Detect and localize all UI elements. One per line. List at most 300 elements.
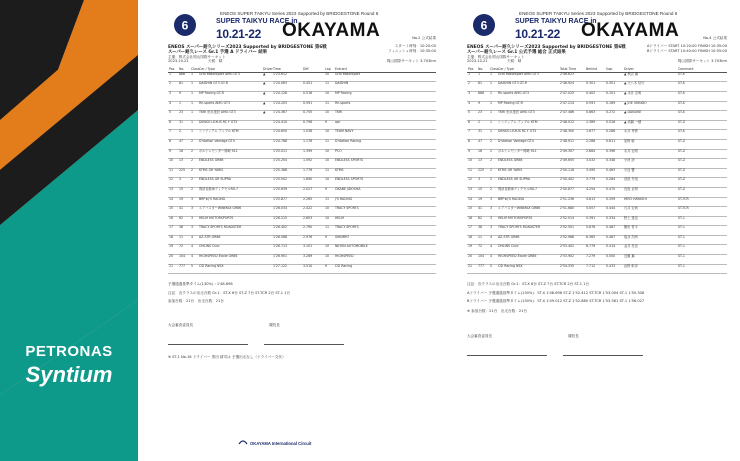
- table-cell: 0.301: [605, 82, 623, 92]
- table-cell: 1.399: [302, 149, 324, 159]
- table-cell: ST-X: [677, 101, 727, 111]
- table-cell: 2'50.402: [559, 178, 585, 188]
- table-cell: 1: [489, 72, 497, 82]
- table-cell: TKRI 松永建設 AMG GT3: [497, 111, 559, 121]
- table-cell: 岡部自動車ディクセルRX-7: [198, 187, 262, 197]
- table-row: [467, 264, 727, 274]
- table-cell: [262, 216, 272, 226]
- table-cell: 11: [324, 197, 334, 207]
- table-cell: 777: [178, 264, 190, 274]
- table-cell: 0.414: [605, 245, 623, 255]
- table-cell: ▲ 秋吉 翼: [623, 72, 677, 82]
- table-cell: TRACY SPORTS: [334, 226, 436, 236]
- column-header: Comment: [677, 68, 727, 72]
- table-cell: HIGHSPEED Étoile GR86: [497, 255, 559, 265]
- table-cell: CSI Racing: [334, 264, 436, 274]
- table-cell: 2'50.118: [559, 168, 585, 178]
- circuit-logo-icon: [238, 438, 248, 446]
- table-cell: 1'25.877: [272, 197, 302, 207]
- table-cell: CSI Racing NSX: [198, 264, 262, 274]
- table-cell: 72: [477, 245, 489, 255]
- table-row: [467, 139, 727, 149]
- table-cell: 10: [324, 130, 334, 140]
- table-row: [467, 187, 727, 197]
- table-cell: ENDLESS SPORTS: [334, 178, 436, 188]
- table-cell: ▲ 永井 宏明: [623, 91, 677, 101]
- sign-label-director: 競技長: [269, 323, 280, 328]
- result-sheet-1: [164, 10, 440, 452]
- table-cell: 小河 諒: [623, 159, 677, 169]
- table-cell: 1: [467, 72, 477, 82]
- table-cell: 3.289: [302, 255, 324, 265]
- column-header: Class: [191, 67, 200, 71]
- table-cell: 2'48.012: [559, 120, 585, 130]
- title-line-2: スーパー耐久レース Gr.1 公式予選 総合 正式結果: [467, 50, 566, 55]
- table-cell: 8: [467, 139, 477, 149]
- table-cell: 2: [178, 130, 190, 140]
- table-cell: 1'25.639: [272, 187, 302, 197]
- table-cell: 4: [168, 101, 178, 111]
- table-cell: 11: [324, 101, 334, 111]
- table-cell: 0.284: [605, 178, 623, 188]
- table-cell: 0.359: [605, 197, 623, 207]
- table-cell: ▲: [262, 101, 272, 111]
- table-cell: 2'48.300: [559, 130, 585, 140]
- table-cell: 3: [190, 207, 198, 217]
- table-cell: 888: [477, 91, 489, 101]
- meta-date: 2023.10.21: [467, 59, 488, 63]
- table-cell: 3.495: [585, 168, 605, 178]
- table-cell: ▲: [262, 91, 272, 101]
- table-cell: 10: [324, 216, 334, 226]
- table-cell: 15: [477, 187, 489, 197]
- foot-note: ※ 参加台数：21台 出走台数：21台: [467, 309, 528, 314]
- table-cell: 2.027: [302, 187, 324, 197]
- signature-lines: [168, 330, 436, 349]
- table-cell: ENDLESS SPORTS: [334, 159, 436, 169]
- table-cell: 1'25.502: [272, 178, 302, 188]
- table-cell: 1.592: [302, 159, 324, 169]
- table-cell: 4.613: [585, 197, 605, 207]
- table-cell: KTMS: [334, 168, 436, 178]
- table-cell: 21: [467, 264, 477, 274]
- table-cell: 225: [477, 168, 489, 178]
- table-cell: シンティアム アップル KTM: [198, 130, 262, 140]
- table-row: [168, 111, 436, 121]
- race-dates: 10.21-22: [216, 27, 261, 41]
- table-cell: 9: [178, 91, 190, 101]
- table-cell: 9: [168, 149, 178, 159]
- table-cell: 0.487: [605, 226, 623, 236]
- table-row: [467, 226, 727, 236]
- table-cell: ST-1: [677, 245, 727, 255]
- table-cell: 47: [477, 139, 489, 149]
- table-cell: 81: [477, 82, 489, 92]
- column-header: Total Time: [559, 68, 585, 72]
- table-cell: 0.591: [302, 101, 324, 111]
- table-row: [168, 91, 436, 101]
- table-cell: DENSO LEXUS RC F GT3: [198, 120, 262, 130]
- table-cell: 1: [190, 111, 198, 121]
- table-cell: 19: [178, 197, 190, 207]
- table-cell: ST-1: [677, 255, 727, 265]
- table-cell: 0.611: [605, 139, 623, 149]
- table-cell: 2: [190, 149, 198, 159]
- foot-note: ※ ST-1 No.16 ドライバー 黒田 耕司は 予選出走なし（ドライバー交代）: [168, 355, 286, 360]
- table-row: [168, 226, 436, 236]
- table-cell: 1'26.215: [272, 216, 302, 226]
- race-dates: 10.21-22: [515, 27, 560, 41]
- table-cell: 3: [477, 178, 489, 188]
- table-cell: 12: [467, 178, 477, 188]
- table-cell: ST-Z: [677, 187, 727, 197]
- table-cell: 2: [489, 149, 497, 159]
- venue-title: OKAYAMA: [581, 20, 680, 41]
- table-cell: 10: [168, 159, 178, 169]
- table-cell: 11: [324, 168, 334, 178]
- document-number: No.2 公式結果: [412, 36, 436, 40]
- meta-date: 2023.10.21: [168, 59, 189, 63]
- brand-syntium: Syntium: [25, 362, 113, 387]
- table-cell: 1: [489, 101, 497, 111]
- table-cell: 6.779: [585, 245, 605, 255]
- table-cell: 平良 響: [623, 168, 677, 178]
- table-cell: BRP★J'S RACING: [198, 197, 262, 207]
- table-cell: 金井 亮忠: [623, 245, 677, 255]
- sheet-header: [463, 10, 731, 44]
- table-cell: ENDLESS GR86: [497, 159, 559, 169]
- table-cell: 2'54.335: [559, 264, 585, 274]
- table-cell: 10: [324, 245, 334, 255]
- meta-weather: 天候：晴: [507, 59, 522, 63]
- table-cell: 11: [178, 235, 190, 245]
- sheet-meta: [168, 44, 436, 68]
- table-cell: KTMS GR YARIS: [497, 168, 559, 178]
- title-line-1: ENEOS スーパー耐久シリーズ2023 Supported by BRIDGESTONE 第6戦: [467, 45, 626, 50]
- table-cell: 3: [489, 226, 497, 236]
- table-cell: 2.684: [585, 149, 605, 159]
- sidebar-stripes: [0, 0, 138, 461]
- table-cell: ▲: [262, 82, 272, 92]
- table-cell: 1: [168, 72, 178, 82]
- table-cell: 2.976: [302, 235, 324, 245]
- table-cell: 3.101: [302, 245, 324, 255]
- table-cell: 塩谷 烈州: [623, 235, 677, 245]
- table-row: [467, 159, 727, 169]
- table-cell: ▲ JOE SHINDO: [623, 101, 677, 111]
- table-cell: 10: [324, 111, 334, 121]
- table-cell: 2: [467, 82, 477, 92]
- table-cell: 6.365: [585, 235, 605, 245]
- note-line: Bドライバー 予選通過基準タイム(130%)：ST-X 1'49.012 ST-Z 1'52.880 ST-TCR 1'53.561 ST-1 1'56.027: [467, 299, 645, 304]
- table-cell: 1.176: [302, 139, 324, 149]
- table-cell: 10: [467, 159, 477, 169]
- table-cell: 1: [190, 82, 198, 92]
- column-header: Diff: [302, 68, 324, 72]
- table-cell: 15: [168, 207, 178, 217]
- table-cell: 4: [489, 235, 497, 245]
- table-cell: 1'25.388: [272, 168, 302, 178]
- table-cell: DAISHIN GT3 GT-R: [198, 82, 262, 92]
- table-cell: 10: [324, 178, 334, 188]
- table-cell: 2'51.680: [559, 207, 585, 217]
- table-cell: 1'26.901: [272, 255, 302, 265]
- table-cell: 0.463: [605, 168, 623, 178]
- table-cell: 永井 秀貴: [623, 130, 677, 140]
- table-cell: 1: [489, 91, 497, 101]
- table-cell: 0.526: [605, 120, 623, 130]
- table-cell: [262, 168, 272, 178]
- column-header: No.: [178, 68, 190, 72]
- table-cell: 0.433: [605, 264, 623, 274]
- table-cell: SHINRYO: [334, 235, 436, 245]
- table-cell: 0.348: [605, 159, 623, 169]
- note-line: 参加台数：21台 出走台数：21台: [168, 299, 224, 304]
- round-6-logo-icon: [471, 12, 497, 38]
- table-cell: エアバスターWINMAX GR86: [497, 207, 559, 217]
- table-cell: 4: [489, 245, 497, 255]
- table-cell: 10: [324, 255, 334, 265]
- table-cell: ST-X: [677, 130, 727, 140]
- sheet-meta: [467, 44, 727, 68]
- table-cell: 1.038: [302, 130, 324, 140]
- table-cell: 0.272: [605, 111, 623, 121]
- table-cell: AZ-STR GR86: [198, 235, 262, 245]
- title-line-2: スーパー耐久レース Gr.1 予選 A ドライバー 結果: [168, 50, 268, 55]
- table-cell: ST-X: [677, 111, 727, 121]
- table-cell: 11: [467, 168, 477, 178]
- table-row: [467, 130, 727, 140]
- table-cell: 1'24.650: [272, 130, 302, 140]
- table-cell: ST-X: [677, 91, 727, 101]
- table-row: [467, 91, 727, 101]
- table-cell: ST-1: [677, 235, 727, 245]
- table-cell: OKABE JIDOSHA: [334, 187, 436, 197]
- table-cell: [262, 197, 272, 207]
- round-6-logo-icon: [172, 12, 198, 38]
- table-cell: 1: [489, 111, 497, 121]
- table-row: [168, 264, 436, 274]
- table-cell: ST-1: [677, 264, 727, 274]
- table-cell: 31: [178, 120, 190, 130]
- table-cell: ST-TCR: [677, 197, 727, 207]
- table-cell: 1'25.204: [272, 159, 302, 169]
- table-cell: 2: [168, 82, 178, 92]
- table-cell: apr: [334, 120, 436, 130]
- results-table: [467, 68, 727, 274]
- table-cell: 3: [168, 91, 178, 101]
- table-cell: 1'24.128: [272, 91, 302, 101]
- table-cell: 2: [190, 178, 198, 188]
- table-cell: 0.487: [605, 235, 623, 245]
- table-cell: HELM MOTORSPORTS: [198, 216, 262, 226]
- table-cell: 2'49.307: [559, 149, 585, 159]
- column-header: Entrant: [334, 68, 436, 72]
- table-row: [467, 207, 727, 217]
- table-cell: 近藤 翼: [623, 255, 677, 265]
- table-cell: 2.265: [302, 197, 324, 207]
- sign-label-director: 競技長: [568, 333, 579, 338]
- table-cell: 9: [324, 264, 334, 274]
- table-cell: 23: [477, 111, 489, 121]
- table-cell: 1: [477, 72, 489, 82]
- table-cell: ENDLESS GR86: [198, 159, 262, 169]
- column-header: Time: [272, 68, 302, 72]
- table-cell: 永井 宏明: [623, 149, 677, 159]
- table-cell: 4: [190, 245, 198, 255]
- table-cell: ST-Z: [677, 139, 727, 149]
- table-cell: 2.790: [302, 226, 324, 236]
- table-cell: 14: [168, 197, 178, 207]
- table-cell: [262, 226, 272, 236]
- svg-text:6: 6: [480, 18, 488, 33]
- table-cell: D'station Racing: [334, 139, 436, 149]
- note-line: Aドライバー 予選通過基準タイム(130%)：ST-X 1'48.696 ST-Z 1'52.412 ST-TCR 1'53.004 ST-1 1'55.308: [467, 290, 645, 295]
- table-cell: 21: [168, 264, 178, 274]
- table-cell: ST-Z: [677, 178, 727, 188]
- table-cell: 1.890: [302, 178, 324, 188]
- meta-circuit: 岡山国際サーキット 3.703km: [386, 59, 436, 63]
- sheet-footer: [467, 282, 727, 360]
- table-cell: 8: [168, 139, 178, 149]
- table-cell: ST-1: [677, 226, 727, 236]
- table-cell: 7.279: [585, 255, 605, 265]
- table-cell: Grid Motorsport AMG GT3: [198, 72, 262, 82]
- table-cell: 20: [467, 255, 477, 265]
- table-cell: ST-1: [677, 216, 727, 226]
- signature-line: [563, 349, 643, 356]
- table-cell: ST-Z: [677, 120, 727, 130]
- table-cell: 2'53.902: [559, 255, 585, 265]
- table-cell: 2'52.014: [559, 216, 585, 226]
- meta-start-b: Bドライバー START 10:40:00 FINISH 10:55:00: [646, 49, 727, 53]
- column-header: Lap: [324, 68, 334, 72]
- column-header: Pos: [168, 68, 178, 72]
- table-cell: 2.288: [585, 139, 605, 149]
- table-cell: 1'27.122: [272, 264, 302, 274]
- table-cell: 62: [477, 216, 489, 226]
- table-cell: 11: [324, 82, 334, 92]
- table-cell: 7.712: [585, 264, 605, 274]
- table-cell: 0.444: [605, 207, 623, 217]
- table-cell: 2'48.911: [559, 139, 585, 149]
- table-cell: 11: [168, 168, 178, 178]
- table-cell: 20: [168, 255, 178, 265]
- table-cell: ST-X: [677, 72, 727, 82]
- table-cell: DAISHIN GT3 GT-R: [497, 82, 559, 92]
- signature-area: [168, 311, 436, 330]
- table-cell: 1'24.203: [272, 101, 302, 111]
- table-cell: 1: [190, 120, 198, 130]
- table-row: [168, 178, 436, 188]
- table-cell: ポルシェセンター岡崎 911: [198, 149, 262, 159]
- table-cell: OHLINS Civic: [198, 245, 262, 255]
- table-cell: 3.779: [585, 178, 605, 188]
- table-cell: 岡部自動車ディクセルRX-7: [497, 187, 559, 197]
- table-cell: 0.334: [605, 216, 623, 226]
- table-cell: 1'23.612: [272, 72, 302, 82]
- svg-text:6: 6: [181, 18, 189, 33]
- table-cell: 11: [324, 226, 334, 236]
- table-cell: ▲ 大八木 信行: [623, 82, 677, 92]
- table-cell: 2.603: [302, 216, 324, 226]
- table-cell: 6: [467, 120, 477, 130]
- table-cell: 13: [178, 159, 190, 169]
- table-cell: 7: [168, 130, 178, 140]
- table-cell: 11: [324, 139, 334, 149]
- table-cell: 19: [467, 245, 477, 255]
- table-cell: 1.677: [585, 130, 605, 140]
- table-row: [168, 159, 436, 169]
- table-cell: OHLINS Civic: [497, 245, 559, 255]
- sign-label-steward: 大会審査委員長: [467, 333, 493, 338]
- table-cell: 0.101: [605, 91, 623, 101]
- table-cell: ST-TCR: [677, 207, 727, 217]
- table-row: [467, 111, 727, 121]
- table-cell: D'station Vantage GT4: [497, 139, 559, 149]
- table-cell: 3.032: [585, 159, 605, 169]
- meta-start: スタート時刻：10:20:00: [394, 44, 436, 48]
- table-cell: 0.402: [585, 91, 605, 101]
- table-cell: 17: [168, 226, 178, 236]
- table-cell: [262, 207, 272, 217]
- table-cell: 38: [178, 226, 190, 236]
- table-cell: TKRI: [334, 111, 436, 121]
- table-cell: 2: [489, 159, 497, 169]
- table-cell: Rn-sports: [334, 101, 436, 111]
- table-cell: 2'49.655: [559, 159, 585, 169]
- table-cell: 0.500: [605, 255, 623, 265]
- series-line: ENEOS SUPER TAIKYU Series 2023 Supported by BRIDGESTONE Round 6: [519, 11, 678, 16]
- table-cell: 長島 正明: [623, 187, 677, 197]
- table-cell: 7: [467, 130, 477, 140]
- table-cell: 5: [168, 111, 178, 121]
- table-cell: 11: [477, 235, 489, 245]
- table-cell: 2.422: [302, 207, 324, 217]
- table-cell: TRACY SPORTS: [334, 207, 436, 217]
- signature-area: [467, 322, 727, 341]
- table-cell: TEAM NAVY: [334, 130, 436, 140]
- table-row: [168, 130, 436, 140]
- table-cell: ▲: [262, 111, 272, 121]
- table-cell: 鶴田 哲平: [623, 226, 677, 236]
- table-cell: 19: [168, 245, 178, 255]
- table-cell: 3: [489, 207, 497, 217]
- table-cell: 2'47.025: [559, 91, 585, 101]
- table-cell: 3: [489, 197, 497, 207]
- table-cell: 3: [190, 226, 198, 236]
- table-cell: 15: [467, 207, 477, 217]
- table-cell: 38: [477, 226, 489, 236]
- column-header: Gap: [605, 68, 623, 72]
- table-cell: 41: [178, 207, 190, 217]
- table-cell: 10: [324, 91, 334, 101]
- signature-line: [467, 349, 547, 356]
- table-cell: 1: [190, 101, 198, 111]
- sheet-footer: [168, 282, 436, 360]
- table-cell: 104: [178, 255, 190, 265]
- table-cell: 0.516: [302, 91, 324, 101]
- table-cell: 2: [489, 139, 497, 149]
- table-cell: エアバスターWINMAX GR86: [198, 207, 262, 217]
- table-cell: 2: [489, 178, 497, 188]
- table-cell: PCO: [334, 149, 436, 159]
- table-cell: 1: [489, 130, 497, 140]
- table-cell: AZ-STR GR86: [497, 235, 559, 245]
- table-cell: ポルシェセンター岡崎 911: [497, 149, 559, 159]
- venue-title: OKAYAMA: [282, 20, 381, 41]
- table-cell: [262, 149, 272, 159]
